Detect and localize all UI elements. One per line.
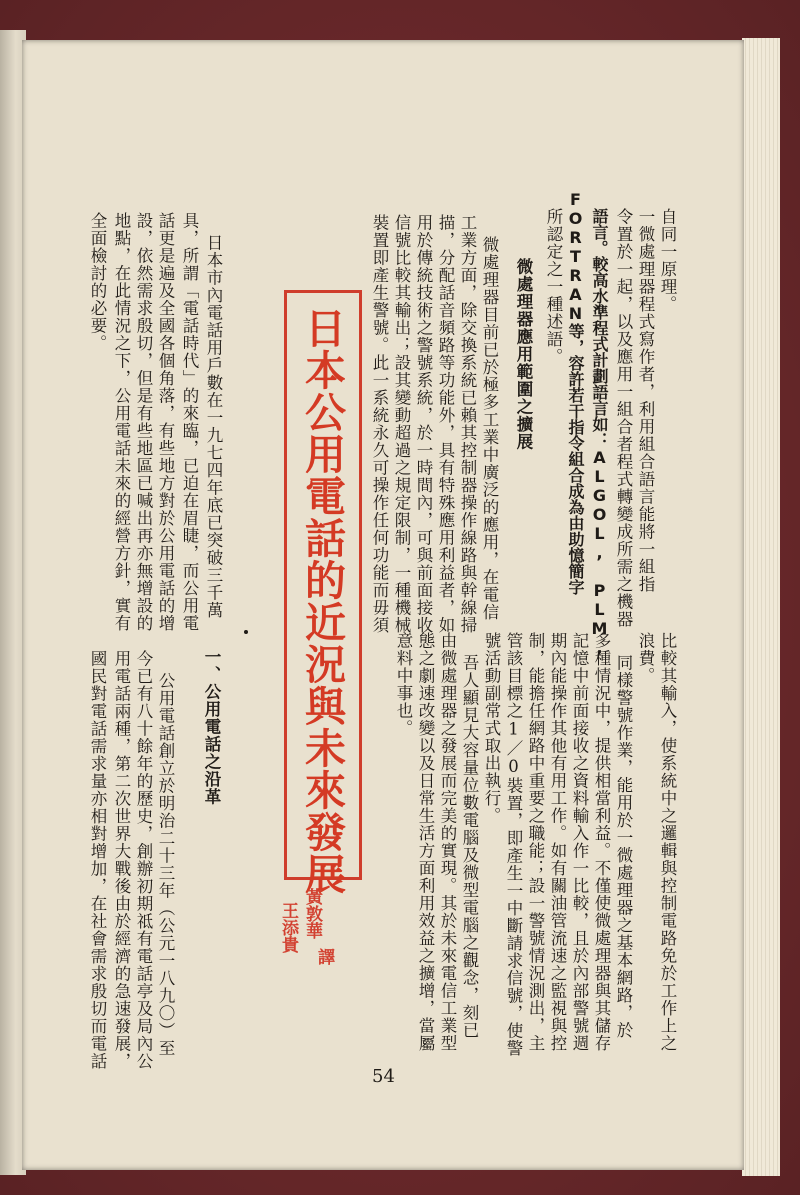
text-column: 今已有八十餘年的歷史，創辦初期祗有電話亭及局內公 [134,650,153,1070]
text-column: 自同一原理。 [658,208,677,313]
text-column: 描，分配話音頻路等功能外，具有特殊應用利益者，如 [436,214,455,634]
right-page-edges [742,38,780,1176]
text-column: 話更是遍及全國各個角落，有些地方對於公用電話的增 [156,212,175,632]
text-column: 全面檢討的必要。 [88,212,107,352]
text-column: 用電話兩種，第二次世界大戰後由於經濟的急速發展， [112,650,131,1070]
text-column: 管該目標之1／0裝置，即產生一中斷請求信號，使警 [504,632,523,1057]
article-title-box [284,290,362,895]
text-column: 公用電話創立於明治二十三年（公元一八九〇）至 [156,672,175,1057]
separator-dot [244,630,248,634]
section-heading: 微處理器應用範圍之擴展 [514,258,533,451]
text-column: FORTRAN等，容許若干指令組合成為由助憶簡字 [566,190,585,595]
text-column: 由微處理器之發展而完美的實現。其於未來電信工業型 [438,632,457,1052]
text-column: 語言。較高水準程式計劃語言如：ALGOL, PLM, [590,208,609,657]
text-column: 具，所謂「電話時代」的來臨，已迫在眉睫，而公用電 [180,212,199,632]
text-column: 浪費。 [636,632,655,685]
article-title: 日本公用電話的近況與未來發展 [298,307,346,895]
text-column: 意料中事也。 [394,632,413,737]
text-column: 國民對電話需求量亦相對增加，在社會需求殷切而電話 [88,650,107,1070]
text-column: 號活動副常式取出執行。 [482,632,501,825]
text-column: 所認定之一種述語。 [544,208,563,366]
text-column: 態之劇速改變以及日常生活方面利用效益之擴增，當屬 [416,632,435,1052]
text-column: 地點，在此情況之下，公用電話未來的經營方針，實有 [112,212,131,632]
text-column: 比較其輸入，使系統中之邏輯與控制電路免於工作上之 [658,632,677,1052]
text-column: 一微處理器程式寫作者，利用組合語言能將一組指 [636,208,655,593]
text-column: 日本市內電話用戶數在一九七四年底已突破三千萬 [204,234,223,619]
translator-name: 王添貴 [278,902,298,953]
translator-name: 黃敦華 [302,888,322,939]
text-column: 多種情況中，提供相當利益。不僅使微處理器與其儲存 [592,632,611,1052]
text-column: 記憶中前面接收之資料輸入作一比較，且於內部警號週 [570,632,589,1052]
text-column: 同樣警號作業，能用於一微處理器之基本網路，於 [614,654,633,1039]
text-column: 信號比較其輸出；設其變動超過之規定限制，一種機械 [392,214,411,634]
page-number: 54 [372,1066,395,1087]
translator-role: 譯 [314,948,334,965]
text-column: 微處理器目前已於極多工業中廣泛的應用，在電信 [480,236,499,621]
book-page [22,40,744,1170]
section-heading: 一、公用電話之沿革 [202,648,221,806]
text-column: 用於傳統技術之警號系統，於一時間內，可與前面接收 [414,214,433,634]
text-column: 制，能擔任網路中重要之職能；設一警號情況測出，主 [526,632,545,1052]
text-column: 令置於一起，以及應用一組合者程式轉變成所需之機器 [614,208,633,628]
text-column: 裝置即產生警號。此一系統永久可操作任何功能而毋須 [370,214,389,634]
text-column: 設，依然需求殷切，但是有些地區已喊出再亦無增設的 [134,212,153,632]
text-column: 期內能操作其他有用工作。如有關油管流速之監視與控 [548,632,567,1052]
text-column: 吾人顯見大容量位數電腦及微型電腦之觀念，刻已 [460,654,479,1039]
text-column: 工業方面，除交換系統已賴其控制器操作線路與幹線掃 [458,214,477,634]
